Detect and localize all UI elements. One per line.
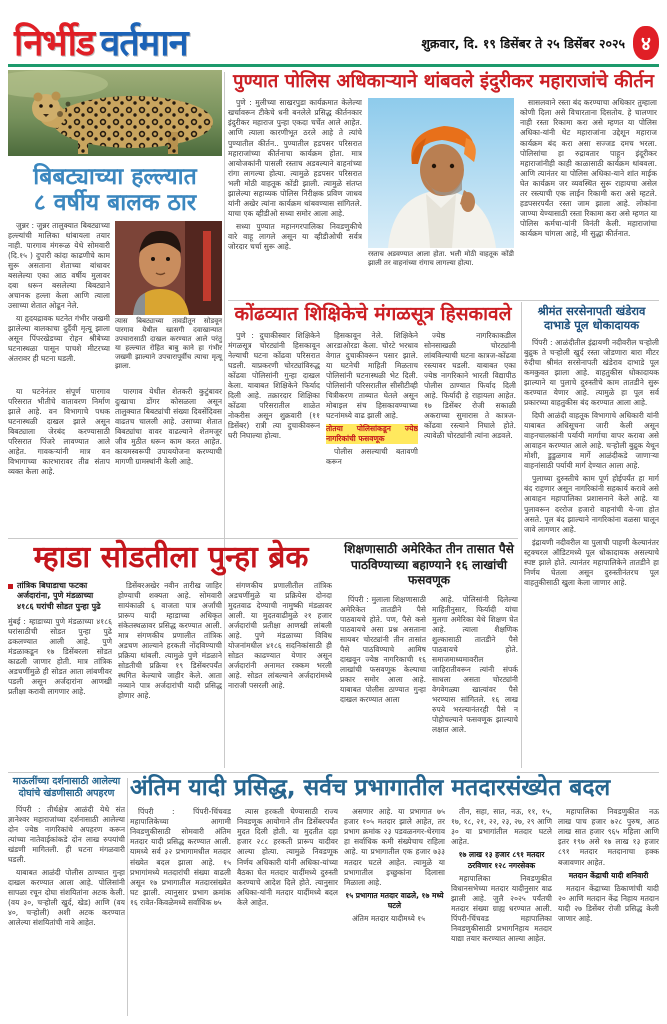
maharaj-photo-caption: रस्ताच अडवण्यात आला होता. भली मोठी वाहतूक कोंडी झाली तर वाहनांच्या रांगाच लागल्या होत्या.	[368, 250, 514, 268]
mhada-paragraph: मुंबई : म्हाडाच्या पुणे मंडळाच्या ४१८६ घरांसाठीची सोडत पुन्हा पुढे ढकलण्यात आली आहे. पुणे मंडळाकडून १७ डिसेंबरला सोडत काढली जाणार होती. मात्र तांत्रिक अडचणींमुळे ही सोडत आता लांबणीवर पडली असून अर्जदारांना आणखी प्रतीक्षा करावी लागणार आहे.	[8, 616, 112, 697]
article-education-fraud	[340, 542, 518, 768]
maharaj-photo	[368, 98, 514, 248]
dabhade-column	[524, 338, 659, 766]
kirtan-paragraph: सध्या पुण्यात महानगरपालिका निवडणुकीचे वारे वाहू लागले असून या व्हीडीओची सर्वत्र जोरदार चर्चा सुरू आहे.	[228, 221, 362, 251]
child-photo-image	[115, 221, 222, 315]
voters-column-4	[451, 807, 552, 1007]
voters-paragraph: महापालिका निवडणुकीत नऊ लाख पाच हजार ७२८ पुरुष, आठ लाख सात हजार ९६५ महिला आणि इतर १९७ असे १७ लाख १३ हजार ८९१ मतदार मतदानाचा हक्क बजावणार आहेत.	[558, 807, 659, 867]
fraud-paragraph: पिंपरी : मुलाला शिक्षणासाठी अमेरिकेत तातडीने पैसे पाठवायचे होते. पण, पैसे कसे पाठवायचे असा प्रश्न असताना सायबर चोरट्यांनी तीन तासांत पैसे पाठविण्याचे आमिष दाखवून ज्येष्ठ नागरिकाची १६ लाखांची फसवणूक केल्याचा प्रकार समोर आला आहे. याबाबत पोलीस ठाण्यात गुन्हा दाखल करण्यात आला	[340, 594, 426, 705]
voters-column-3	[344, 807, 445, 1007]
voters-paragraph: त्यास हरकती घेण्यासाठी राज्य निवडणूक आयोगाने तीन डिसेंबरपर्यंत मुदत दिली होती. या मुदतीत दहा हजार २८८ हरकती प्रारूप यादीवर आल्या होत्या. त्यामुळे निवडणूक निर्णय अधिकारी यांनी अधिका-यांच्या बैठका घेत मतदार यादींमध्ये दुरुस्ती करण्याचे आदेश दिले होते. त्यानुसार अधिका-यांनी मतदार यादींमध्ये बदल केले आहेत.	[237, 807, 338, 907]
mhada-paragraph: डिसेंबरअखेर नवीन तारीख जाहिर होण्याची शक्यता आहे. सोमवारी सायंकाळी ६ वाजता पात्र अर्जांची प्रारूप यादी म्हाडाच्या अधिकृत संकेतस्थळावर प्रसिद्ध करण्यात आली. मात्र संगणकीय प्रणालीत तांत्रिक अडचण आल्याने हरकती नोंदविण्याची प्रक्रिया थांबली. त्यामुळे पुणे मंडळाने सोडतीची प्रक्रिया १९ डिसेंबरपर्यंत स्थगित केल्याचे जाहीर केले. आता नव्याने पात्र अर्जदारांची यादी प्रसिद्ध होणार आहे.	[118, 580, 222, 701]
leopard-headline	[8, 164, 222, 217]
square-bullet-icon	[8, 584, 13, 589]
logo-word-blue: वर्तमान	[100, 23, 188, 64]
fraud-column-2	[432, 595, 518, 773]
leopard-paragraph: पारगाव येथील शेतकरी कुटुंबावर दुःखाचा डोंगर कोसळला असून तालुक्यात बिबट्यांची संख्या दिवसेंदिवस वाढतच चालली आहे. उसाच्या शेतात बिबट्यांचा वावर वाढल्याने शेतमजूर जीव मुठीत धरून काम करत आहेत. कायमस्वरूपी उपाययोजना करण्याची मागणी ग्रामस्थांनी केली आहे.	[115, 386, 222, 467]
voters-column-2	[237, 807, 338, 1007]
divider-vertical-right	[521, 302, 522, 768]
kidnap-headline-line2: दोघांचे खंडणीसाठी अपहरण	[18, 788, 115, 800]
voters-subhead: मतदान केंद्राची यादी शनिवारी	[568, 870, 649, 880]
voters-subhead: १५ प्रभागात मतदार वाढले, १७ मध्ये घटले	[345, 890, 444, 910]
mangalsutra-column-1	[228, 331, 320, 527]
dabhade-headline-line1: श्रीमंत सरसेनापती खंडेराव	[537, 304, 646, 318]
divider-horizontal-1	[228, 300, 659, 301]
kidnap-column	[8, 805, 125, 1013]
mhada-column-2	[118, 581, 222, 753]
fraud-column-1	[340, 595, 426, 773]
mangalsutra-column-2	[326, 331, 418, 527]
kidnap-paragraph: याबाबत आळंदी पोलीस ठाण्यात गुन्हा दाखल करण्यात आला आहे. पोलिसांनी सापळा रचून दोघा संशयितांना अटक केली. (वय ३०, चऱ्होली खुर्द, खेड) आणि (वय ४०, चऱ्होली) अशी अटक करण्यात आलेल्या संशयितांची नावे आहेत.	[8, 867, 125, 928]
newspaper-logo	[14, 23, 188, 64]
fraud-headline-line1: शिक्षणासाठी अमेरिकेत तीन तासात पैसे	[344, 542, 514, 556]
dabhade-headline	[524, 304, 659, 333]
kirtan-headline: पुण्यात पोलिस अधिकाऱ्याने थांबवले इंदुरीकर महाराजांचे कीर्तन	[232, 71, 655, 92]
fraud-headline-line2: पाठविण्याच्या बहाण्याने १६ लाखांची फसवणूक	[351, 557, 507, 588]
kirtan-photo-block	[368, 98, 514, 290]
mhada-lead-text: तांत्रिक बिघाडाचा फटका अर्जदारांना, पुणे मंडळाच्या ४१८६ घरांची सोडत पुन्हा पुढे	[17, 580, 101, 612]
mangalsutra-headline: कोंढव्यात शिक्षिकेचे मंगळसूत्र हिसकावले	[234, 303, 512, 325]
dabhade-headline-line2: दाभाडे पूल धोकादायक	[543, 318, 640, 333]
voters-subhead: १७ लाख १३ हजार ८९१ मतदार ठरविणार १२८ नगरसेवक	[458, 850, 545, 870]
leopard-photo-image	[8, 70, 222, 156]
divider-horizontal-3	[8, 772, 659, 773]
mhada-column-1	[8, 581, 112, 753]
date-line: शुक्रवार, दि. १९ डिसेंबर ते २५ डिसेंबर २०२५	[421, 35, 625, 51]
article-kidnap	[8, 776, 125, 1016]
divider-vertical-bottom	[127, 778, 128, 1016]
mhada-headline: म्हाडा सोडतीला पुन्हा ब्रेक	[33, 540, 309, 575]
kidnap-paragraph: पिंपरी : तीर्थक्षेत्र आळंदी येथे संत ज्ञानेश्वर महाराजांच्या दर्शनासाठी आलेल्या दोन ज्येष्ठ नागरिकांचे अपहरण करून त्यांच्या नातेवाईकांकडे दोन लाख रुपयांची खंडणी मागितली. ही घटना मंगळवारी घडली.	[8, 804, 125, 864]
kirtan-paragraph: पुणे : मुलीच्या साखरपुडा कार्यक्रमात केलेल्या खर्चावरून टीकेचे धनी बनलेले प्रसिद्ध कीर्तनकार इंदुरीकर महाराज पुन्हा एकदा चर्चेत आले आहेत. आणि त्याला कारणीभूत ठरले आहे ते त्यांचे पुण्यातील कीर्तन.. पुण्यातील हडपसर परिसरात महाराजांच्या कीर्तनाचा कार्यक्रम होता. मात्र आयोजकांनी पासली रस्ताच अडवल्याने वाहनांच्या रांगा लागल्या होत्या. त्यामुळे हडपसर परिसरात भली मोठी वाहतूक कोंडी झाली. त्यामुळे संतप्त झालेल्या सहाय्यक पोलिस निरीक्षक प्रविण जाधव यांनी अखेर त्यांना कार्यक्रम थांबवण्यास सांगितले. याचा एक व्हीडीओ सध्या समोर आला आहे.	[228, 98, 362, 218]
kidnap-headline-line1: माऊलींच्या दर्शनासाठी आलेल्या	[12, 776, 121, 787]
leopard-column-1	[8, 221, 110, 383]
dabhade-paragraph: दिघी आळंदी वाहतूक विभागाचे अधिकारी यांनी याबाबत अधिसूचना जारी केली असून वाहनचालकांनी पर्यायी मार्गाचा वापर करावा असे आवाहन करण्यात आले आहे. चऱ्होली बुद्रुक येथून मोशी, डुडुळगाव मार्गे आळंदीकडे जाणाऱ्या वाहनांसाठी पर्यायी मार्ग देण्यात आला आहे.	[524, 411, 659, 471]
kirtan-column-1	[228, 98, 362, 290]
leopard-column-2	[115, 221, 222, 383]
voters-paragraph: पिंपरी : पिंपरी-चिंचवड महापालिकेच्या आगामी निवडणुकीसाठी सोमवारी अंतिम मतदार यादी प्रसिद्ध करण्यात आली. यामध्ये सर्व ३२ प्रभागामधील मतदार संख्येत बदल झाला आहे. १५ प्रभागांमध्ये मतदारांची संख्या वाढली असून १७ प्रभागातील मतदारसंख्येत घट झाली. त्यानुसार प्रभाग क्रमांक १६ रावेत-किवळेमध्ये सर्वाधिक ७५	[130, 807, 231, 907]
article-mangalsutra	[228, 304, 518, 536]
article-dabhade-bridge	[524, 304, 659, 768]
leopard-paragraph: जुन्नर : जुन्नर तालुक्यात बिबट्याच्या हल्ल्यांची मालिका थांबायला तयार नाही. पारगाव मंगरूळ येथे सोमवारी (दि.१५ ) दुपारी कांदा काढणीचे काम सुरू असताना शेताच्या बांधावर बसलेल्या एका आठ वर्षीय मुलावर दबा धरून बसलेल्या बिबट्याने अचानक हल्ला केला आणि त्याला उसाच्या शेतात ओढून नेले.	[8, 220, 110, 311]
article-mhada	[8, 542, 334, 768]
mhada-lead	[8, 581, 112, 613]
voters-paragraph: तीन, सहा, सात, नऊ, ११, १५, १७, १८, २१, २२, २३, २७, २९ आणि ३० या प्रभागांतील मतदार घटले आहेत.	[451, 807, 552, 847]
child-photo	[115, 221, 222, 315]
logo-word-red: निर्भीड	[14, 23, 95, 64]
child-photo-caption: त्यास बिबट्याच्या तावडीतून सोडवून पारगाव येथील खासगी दवाखान्यात उपचारासाठी दाखल करण्यात आले परंतु या हल्ल्यात रोहित बाबु काने हा गंभीर जखमी झाल्याने उपचारापूर्वीच त्याचा मृत्यू झाला.	[115, 316, 222, 371]
leopard-headline-line2: ८ वर्षीय बालक ठार	[33, 190, 197, 217]
mhada-column-3	[228, 581, 332, 753]
leopard-headline-line1: बिबट्याच्या हल्ल्यात	[33, 164, 197, 190]
article-leopard-attack	[8, 70, 222, 536]
kirtan-paragraph: सासलवाने रस्ता बंद करण्याचा अधिकार तुम्हाला कोणी दिला असे विचारताना दिसतोय. हे चालणार नाही रस्ता रिकामा करा असे म्हणत या पोलिस अधिका-यांनी थेट महाराजांना उद्देशून महाराज कार्यक्रम बंद करा असा सज्जड दमच भरला. पोलिसांचा हा रुद्रावतार पाहून इंदूरीकर महाराजांनीही काही काळासाठी कार्यक्रम थांबवला. आणि त्यानंतर या पोलिस अधिका-याने शांत माईक घेत कार्यक्रम जर व्यवस्थित सुरू राहायचा असेल तर रस्त्याची एक लाईन रिकामी करा असे म्हटले. हडपसरपर्यंत रस्ता जाम झाला आहे. लोकांना जाण्या येण्यासाठी रस्ता रिकामा करा असे म्हणत या पोलिस कर्मचा-यांनी विनंती केली. महाराजांचा कार्यक्रम चांगला आहे, मी सुद्धा कीर्तनात.	[520, 98, 657, 238]
masthead-right	[421, 26, 659, 62]
leopard-column-3	[8, 387, 110, 519]
dabhade-paragraph: पिंपरी : आळंदीतील इंद्रायणी नदीवरील चऱ्होली बुद्रुक ते चऱ्होली खुर्द रस्ता जोडणारा बारा मीटर रुंदीचा श्रीमंत सरसेनापती खंडेराव दाभाडे पूल कमकुवत झाला आहे. वाहतुकीस धोकादायक झाल्याने या पुलाचे दुरुस्तीचे काम तातडीने सुरू करण्यात येणार आहे. त्यामुळे हा पूल सर्व प्रकारच्या वाहतुकीस बंद करण्यात आला आहे.	[524, 337, 659, 408]
mangalsutra-column-3	[424, 331, 516, 527]
voters-column-1	[130, 807, 231, 1007]
page-number-badge: ४	[633, 26, 659, 60]
leopard-column-4	[115, 387, 222, 519]
dabhade-paragraph: पुलाच्या दुरुस्तीचे काम पूर्ण होईपर्यंत हा मार्ग बंद राहणार असून नागरिकांनी सहकार्य करावे असे आवाहन महापालिका प्रशासनाने केले आहे. या पुलावरून दररोज हजारो वाहनांची ये-जा होत असते. पूल बंद झाल्याने नागरिकांना वळसा घालून जावे लागणार आहे.	[524, 474, 659, 534]
leopard-paragraph: या हृदयद्रावक घटनेत गंभीर जखमी झालेल्या बालकाचा दुर्दैवी मृत्यू झाला असून पिंपरखेडच्या रोहन श्रीबेच्या घटनास्थळा पासून पाचशे मीटरच्या अंतरावर ही घटना घडली.	[8, 314, 110, 364]
kidnap-headline	[8, 776, 125, 801]
voters-column-5	[558, 807, 659, 1007]
leopard-photo	[8, 70, 222, 156]
voters-paragraph: मतदान केंद्राच्या ठिकाणांची यादी २० आणि मतदान केंद्र निहाय मतदान यादी २७ डिसेंबर रोजी प्रसिद्ध केली जाणार आहे.	[558, 883, 659, 923]
mangalsutra-subhead: तोतया पोलिसांकडून ज्येष्ठ नागरिकांची फसवणूक	[326, 424, 418, 444]
kirtan-column-2	[520, 98, 657, 290]
article-kirtan	[228, 72, 659, 298]
maharaj-photo-image	[368, 98, 514, 248]
masthead	[14, 16, 659, 62]
fraud-paragraph: आहे. पोलिसांनी दिलेल्या माहितीनुसार, फिर्यादी यांचा मुलगा अमेरिका येथे शिक्षण घेत आहे. त्याला शैक्षणिक शुल्कासाठी तातडीने पैसे पाठवायचे होते. समाजमाध्यमावरील जाहिरातीवरून त्यांनी संपर्क साधला असता चोरट्यांनी वेगवेगळ्या खात्यांवर पैसे भरण्यास सांगितले. १६ लाख रुपये भरल्यानंतरही पैसे न पोहोचल्याने फसवणूक झाल्याचे लक्षात आले.	[432, 594, 518, 735]
masthead-rule	[8, 64, 659, 67]
dabhade-paragraph: इंद्रायणी नदीवरील या पुलाची पाहणी केल्यानंतर स्ट्रक्चरल ऑडिटमध्ये पूल धोकादायक असल्याचे स्पष्ट झाले होते. त्यानंतर महापालिकेने तातडीने हा निर्णय घेतला असून दुरुस्तीनंतरच पूल वाहतुकीसाठी खुला केला जाणार आहे.	[524, 537, 659, 587]
voters-paragraph: महापालिका निवडणुकीत विधानसभेच्या मतदार यादीनुसार वाढ झाली आहे. जुलै २०२५ पर्यंतची मतदार संख्या ग्राह्य धरण्यात आली. पिंपरी-चिंचवड महापालिका निवडणुकीसाठी प्रभागनिहाय मतदार याद्या तयार करण्यात आल्या आहेत.	[451, 873, 552, 943]
mangalsutra-paragraph: ज्येष्ठ नागरिकाकडील सोनसाखळी चोरट्यांनी लांबविल्याची घटना कात्रज-कोंढवा रस्त्यावर घडली. याबाबत एका ज्येष्ठ नागरिकाने भारती विद्यापीठ पोलीस ठाण्यात फिर्याद दिली आहे. फिर्यादी हे राहायला आहेत. १७ डिसेंबर रोजी सकाळी अकराच्या सुमारास ते कात्रज-कोंढवा रस्त्याने निघाले होते. त्यावेळी चोरट्यांनी त्यांना अडवले.	[424, 330, 516, 441]
article-voter-list	[130, 776, 659, 1016]
voters-paragraph: अंतिम मतदार यादीमध्ये १५	[352, 913, 426, 923]
voters-headline: अंतिम यादी प्रसिद्ध, सर्वच प्रभागातील मतदारसंख्येत बदल	[130, 775, 611, 801]
voters-paragraph: असणार आहे. या प्रभागात ७५ हजार १०५ मतदार झाले आहेत, तर प्रभाग क्रमांक २३ पडवळनगर-थेरगाव हा सर्वाधिक कमी संख्येचाच राहिला आहे. या प्रभागातील एक हजार ७३३ मतदार घटले आहेत. त्यामुळे या प्रभागातील इच्छुकांना दिलासा मिळाला आहे.	[344, 807, 445, 887]
mangalsutra-paragraph: पुणे : दुचाकीस्वार शिक्षिकेने मंगळसूत्र चोरट्यांनी हिसकावून नेल्याची घटना कोंढवा परिसरात घडली. याप्रकरणी चोरट्यांविरुद्ध कोंढवा पोलिसांनी गुन्हा दाखल केला. याबाबत शिक्षिकेने फिर्याद दिली आहे. तक्रारदार शिक्षिका कोंढवा परिसरातील शाळेत नोकरीस असून शुक्रवारी (११ डिसेंबर) रात्री त्या दुचाकीवरून घरी निघाल्या होत्या.	[228, 330, 320, 441]
mangalsutra-paragraph: हिसकावून नेले. शिक्षिकेने आरडाओरडा केला. चोरटे भरधाव वेगात दुचाकीवरून पसार झाले. या घटनेची माहिती मिळताच पोलिसांनी घटनास्थळी भेट दिली. पोलिसांनी परिसरातील सीसीटीव्ही चित्रीकरण ताब्यात घेतले असून मोबाइल संच हिसकावण्याच्या घटनांमध्ये वाढ झाली आहे.	[326, 330, 418, 421]
divider-horizontal-2	[8, 538, 518, 539]
leopard-paragraph: या घटनेनंतर संपूर्ण पारगाव परिसरात भीतीचे वातावरण निर्माण झाले आहे. वन विभागाचे पथक घटनास्थळी दाखल झाले असून बिबट्याला जेरबंद करण्यासाठी परिसरात पिंजरे लावण्यात आले आहेत. गावकऱ्यांनी मात्र वन विभागाच्या कारभारावर तीव्र संताप व्यक्त केला आहे.	[8, 386, 110, 477]
mangalsutra-paragraph: पोलीस असल्याची बतावणी करून	[326, 447, 418, 467]
fraud-headline	[340, 542, 518, 589]
mhada-paragraph: संगणकीय प्रणालीतील तांत्रिक अडचणींमुळे या प्रक्रियेस दोनदा मुदतवाढ देण्याची नामुष्की मंडळावर आली. या मुदतवाढीमुळे २१ हजार अर्जदारांची प्रतीक्षा आणखी लांबली आहे. पुणे मंडळाच्या विविध योजनांमधील ४१८६ सदनिकांसाठी ही सोडत काढण्यात येणार असून अर्जदारांनी अनामत रक्कम भरली आहे. सोडत लांबल्याने अर्जदारांमध्ये नाराजी पसरली आहे.	[228, 580, 332, 690]
